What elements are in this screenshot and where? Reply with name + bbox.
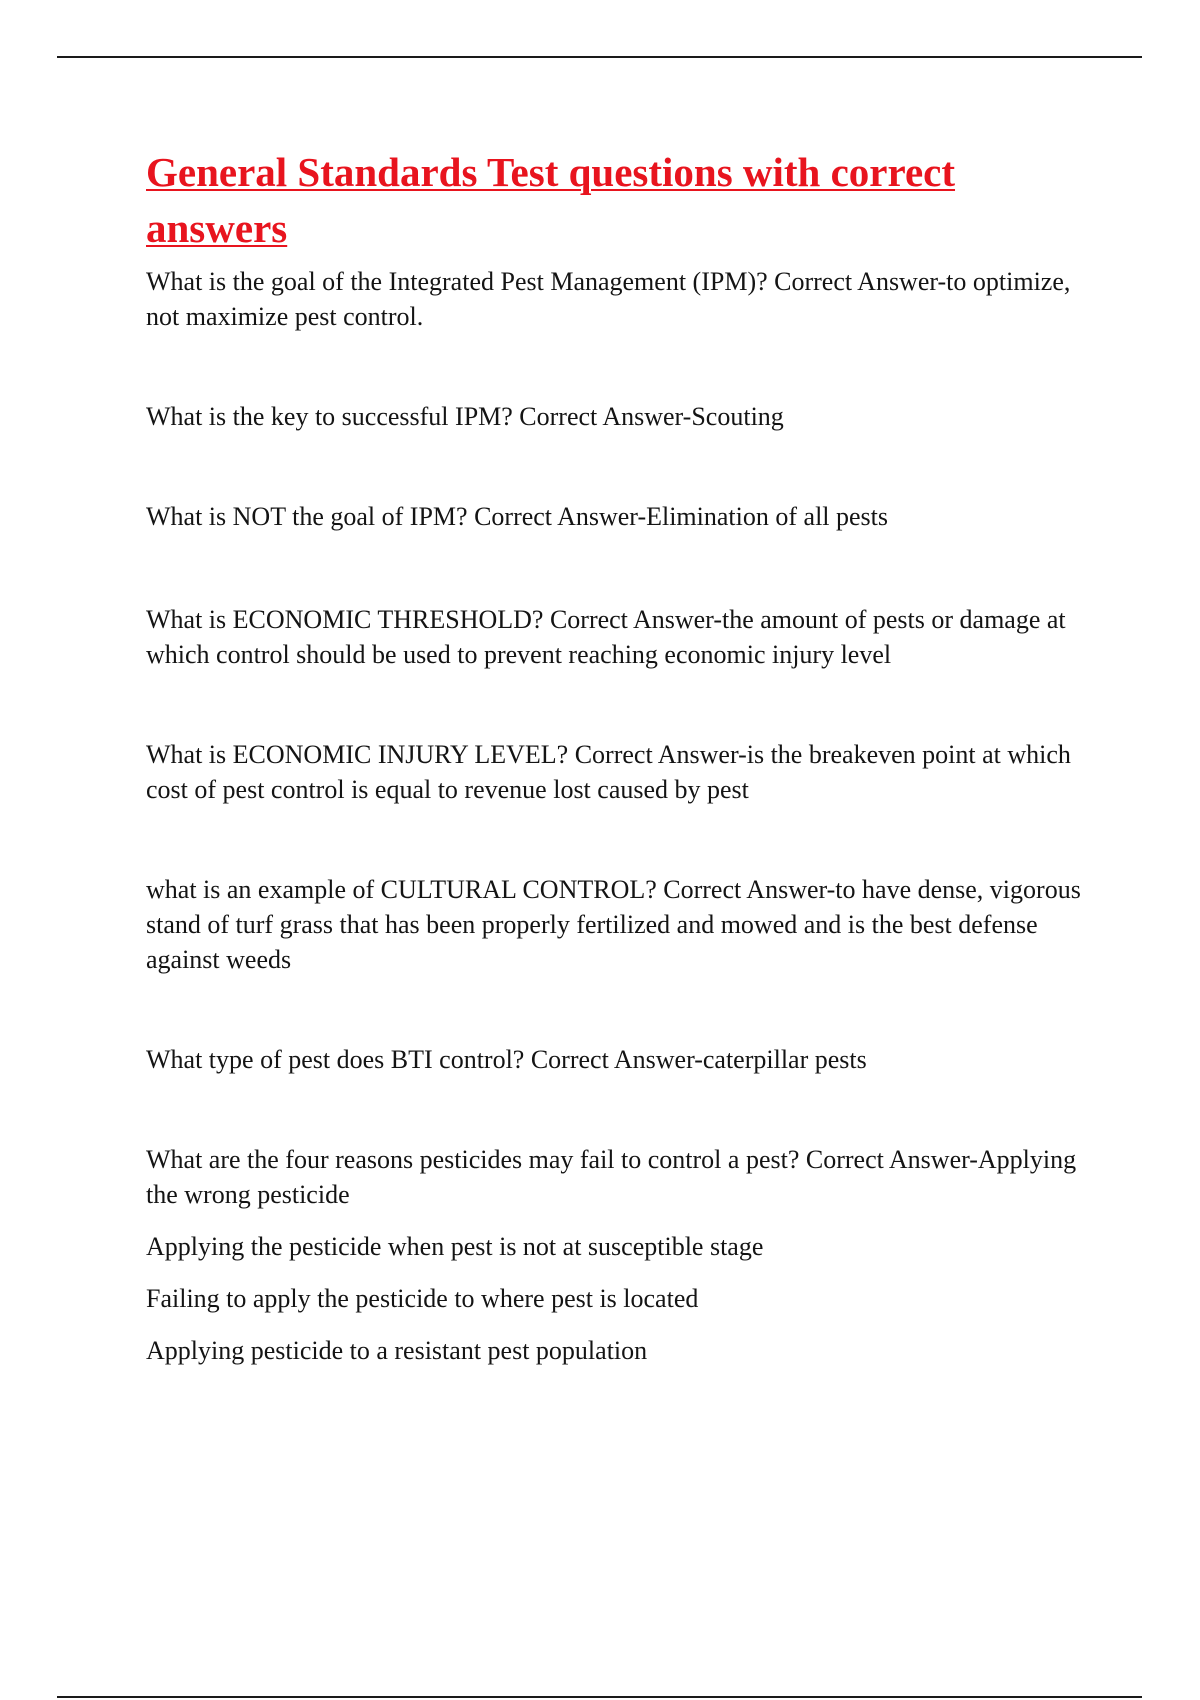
qa-item: What is NOT the goal of IPM? Correct Answer-Elimination of all pests	[146, 502, 889, 531]
answer-continuation: Failing to apply the pesticide to where pest is located	[146, 1284, 699, 1313]
document-title: General Standards Test questions with correct answers	[146, 149, 956, 251]
answer-continuation: Applying the pesticide when pest is not at susceptible stage	[146, 1232, 764, 1261]
document-body	[146, 144, 1086, 1368]
qa-item: What type of pest does BTI control? Correct Answer-caterpillar pests	[146, 1045, 867, 1074]
qa-item: What is the key to successful IPM? Correct Answer-Scouting	[146, 402, 784, 431]
answer-continuation: Applying pesticide to a resistant pest population	[146, 1336, 648, 1365]
top-divider	[57, 56, 1142, 58]
qa-item: What is ECONOMIC INJURY LEVEL? Correct Answer-is the breakeven point at which cost of pest control is equal to revenue lost caused by pest	[146, 740, 1071, 804]
qa-item: what is an example of CULTURAL CONTROL? Correct Answer-to have dense, vigorous stand of turf grass that has been properly fertilized and mowed and is the best defense against weeds	[146, 875, 1081, 974]
qa-item: What is the goal of the Integrated Pest Management (IPM)? Correct Answer-to optimize, not maximize pest control.	[146, 267, 1071, 331]
qa-item: What are the four reasons pesticides may fail to control a pest? Correct Answer-Applying the wrong pesticide	[146, 1145, 1077, 1209]
bottom-divider	[57, 1696, 1142, 1698]
qa-item: What is ECONOMIC THRESHOLD? Correct Answer-the amount of pests or damage at which control should be used to prevent reaching economic injury level	[146, 605, 1066, 669]
